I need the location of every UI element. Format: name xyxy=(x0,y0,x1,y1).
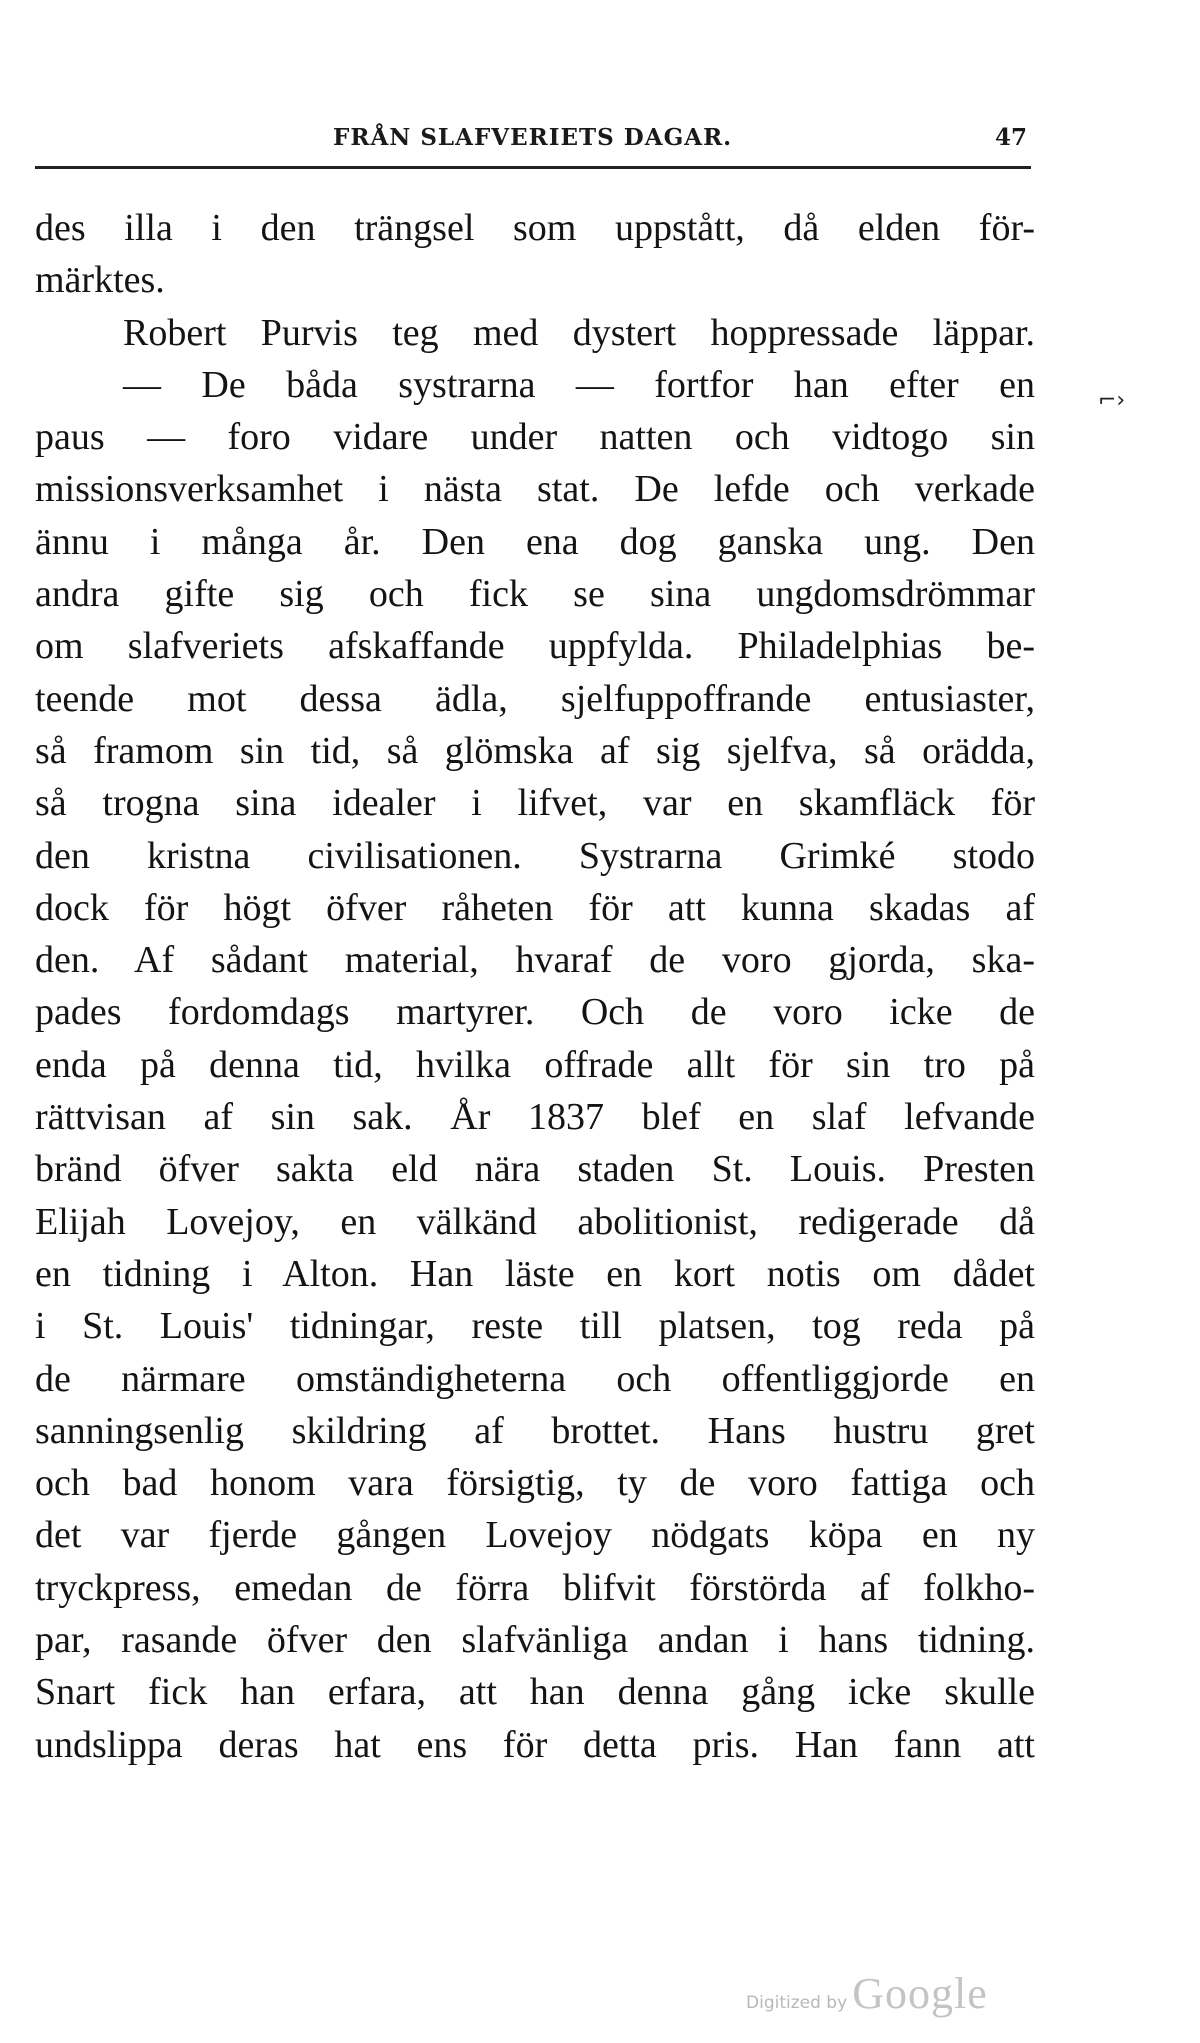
text-line: så trogna sina idealer i lifvet, var en skamfläck för xyxy=(35,782,1035,825)
text-line: par, rasande öfver den slafvänliga andan i hans tidning. xyxy=(35,1619,1035,1662)
text-line: Snart fick han erfara, att han denna gång icke skulle xyxy=(35,1671,1035,1714)
text-line: missionsverksamhet i nästa stat. De lefde och verkade xyxy=(35,468,1035,511)
digitized-watermark xyxy=(746,1968,988,2018)
text-line: i St. Louis' tidningar, reste till platsen, tog reda på xyxy=(35,1305,1035,1348)
margin-ink-mark: ⌐› xyxy=(1098,388,1126,413)
google-logo: Google xyxy=(852,1969,988,2018)
text-line: ännu i många år. Den ena dog ganska ung. Den xyxy=(35,520,1035,563)
text-line: enda på denna tid, hvilka offrade allt för sin tro på xyxy=(35,1043,1035,1086)
text-line: de närmare omständigheterna och offentliggjorde en xyxy=(35,1357,1035,1400)
text-line: om slafveriets afskaffande uppfylda. Philadelphias be- xyxy=(35,625,1035,668)
text-line: undslippa deras hat ens för detta pris. Han fann att xyxy=(35,1723,1035,1766)
text-line: pades fordomdags martyrer. Och de voro icke de xyxy=(35,991,1035,1034)
text-line: så framom sin tid, så glömska af sig sjelfva, så orädda, xyxy=(35,729,1035,772)
text-line: en tidning i Alton. Han läste en kort notis om dådet xyxy=(35,1252,1035,1295)
text-line: den. Af sådant material, hvaraf de voro gjorda, ska- xyxy=(35,939,1035,982)
running-title: FRÅN SLAFVERIETS DAGAR. xyxy=(333,124,733,151)
watermark-prefix: Digitized by xyxy=(746,1993,848,2013)
body-text xyxy=(35,202,1035,1771)
text-line: des illa i den trängsel som uppstått, då elden för- xyxy=(35,207,1035,249)
text-line: bränd öfver sakta eld nära staden St. Louis. Presten xyxy=(35,1148,1035,1191)
text-line: och bad honom vara försigtig, ty de voro fattiga och xyxy=(35,1462,1035,1505)
text-line: märktes. xyxy=(35,259,165,302)
text-line: tryckpress, emedan de förra blifvit förstörda af folkho- xyxy=(35,1566,1035,1609)
text-line: det var fjerde gången Lovejoy nödgats köpa en ny xyxy=(35,1514,1035,1557)
text-line: den kristna civilisationen. Systrarna Grimké stodo xyxy=(35,834,1035,877)
page-number: 47 xyxy=(994,124,1027,151)
text-line: sanningsenlig skildring af brottet. Hans hustru gret xyxy=(35,1409,1035,1452)
text-line: Robert Purvis teg med dystert hoppressade läppar. xyxy=(123,311,1035,354)
text-line: — De båda systrarna — fortfor han efter en xyxy=(123,363,1035,406)
text-line: paus — foro vidare under natten och vidtogo sin xyxy=(35,416,1035,459)
text-line: Elijah Lovejoy, en välkänd abolitionist, redigerade då xyxy=(35,1200,1035,1243)
text-line: andra gifte sig och fick se sina ungdomsdrömmar xyxy=(35,573,1035,616)
text-line: teende mot dessa ädla, sjelfuppoffrande entusiaster, xyxy=(35,677,1035,720)
page-header xyxy=(35,118,1031,169)
text-line: rättvisan af sin sak. År 1837 blef en slaf lefvande xyxy=(35,1096,1035,1139)
text-line: dock för högt öfver råheten för att kunna skadas af xyxy=(35,886,1035,929)
